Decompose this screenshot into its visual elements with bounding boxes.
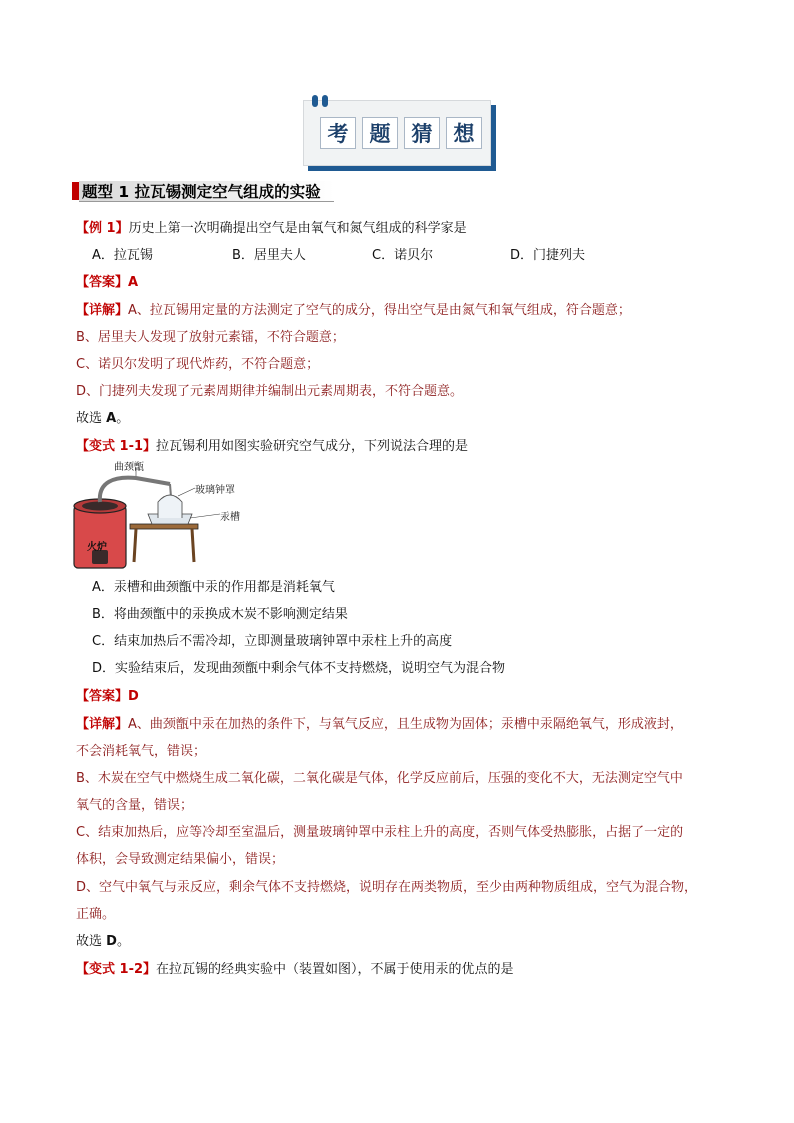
detail-line: C、诺贝尔发明了现代炸药，不符合题意； [76,357,320,372]
option-b: B．将曲颈甑中的汞换成木炭不影响测定结果 [92,607,348,622]
detail-line: 正确。 [76,907,116,922]
conclusion-line [76,933,130,951]
detail-line: B、居里夫人发现了放射元素镭，不符合题意； [76,330,345,345]
conclusion-text: 故选 [76,411,107,426]
detail-line [76,716,683,734]
conclusion-end: 。 [116,934,130,949]
answer-tag: 【答案】 [76,689,129,704]
detail-line: 不会消耗氧气，错误； [76,744,207,759]
question-stem [76,438,468,456]
banner-char: 题 [362,117,398,149]
detail-line: 体积，会导致测定结果偏小，错误； [76,852,285,867]
binder-pin-icon [312,95,318,107]
conclusion-letter: A [106,411,117,426]
banner-char: 考 [320,117,356,149]
binder-pin-icon [322,95,328,107]
detail-line: C、结束加热后，应等冷却至室温后，测量玻璃钟罩中汞柱上升的高度，否则气体受热膨胀，占据了一定的 [76,825,684,840]
question-text: 在拉瓦锡的经典实验中（装置如图），不属于使用汞的优点的是 [156,962,514,977]
answer-value: A [128,275,139,290]
option-a: A．拉瓦锡 [92,248,153,263]
question-text: 历史上第一次明确提出空气是由氧气和氮气组成的科学家是 [128,221,467,236]
answer-value: D [128,689,139,704]
question-stem [76,961,514,979]
answer-line [76,274,138,292]
question-stem [76,220,467,238]
conclusion-text: 故选 [76,934,107,949]
label-furnace: 火炉 [87,542,107,553]
conclusion-letter: D [106,934,117,949]
answer-tag: 【答案】 [76,275,129,290]
section-marker [72,182,79,200]
detail-tag: 【详解】 [76,303,129,318]
option-a: A．汞槽和曲颈甑中汞的作用都是消耗氧气 [92,580,335,595]
option-b: B．居里夫人 [232,248,306,263]
detail-line [76,302,631,320]
question-tag: 【变式 1-1】 [76,439,157,454]
detail-line: B、木炭在空气中燃烧生成二氧化碳，二氧化碳是气体，化学反应前后，压强的变化不大，无法测定空气中 [76,771,683,786]
conclusion-end: 。 [116,411,130,426]
option-c: C．结束加热后不需冷却，立即测量玻璃钟罩中汞柱上升的高度 [92,634,453,649]
question-text: 拉瓦锡利用如图实验研究空气成分，下列说法合理的是 [156,439,469,454]
conclusion-line [76,410,129,428]
question-tag: 【例 1】 [76,221,129,236]
detail-text: A、拉瓦锡用定量的方法测定了空气的成分，得出空气是由氮气和氧气组成，符合题意； [128,303,631,318]
detail-line: D、空气中氧气与汞反应，剩余气体不支持燃烧，说明存在两类物质，至少由两种物质组成，空气为混合物， [76,880,698,895]
label-bell-jar: 玻璃钟罩 [195,485,235,496]
option-d: D．实验结束后，发现曲颈甑中剩余气体不支持燃烧，说明空气为混合物 [92,661,506,676]
section-heading [72,180,334,202]
option-d: D．门捷列夫 [510,248,586,263]
banner-char: 猜 [404,117,440,149]
options-row [92,247,585,265]
title-banner [303,100,491,166]
detail-line: D、门捷列夫发现了元素周期律并编制出元素周期表，不符合题意。 [76,384,464,399]
label-flask: 曲颈甑 [114,462,144,473]
question-tag: 【变式 1-2】 [76,962,157,977]
detail-tag: 【详解】 [76,717,129,732]
banner-char: 想 [446,117,482,149]
section-title: 题型 1 拉瓦锡测定空气组成的实验 [82,183,321,201]
option-c: C．诺贝尔 [372,248,434,263]
detail-text: A、曲颈甑中汞在加热的条件下，与氧气反应，且生成物为固体；汞槽中汞隔绝氧气，形成液封， [128,717,683,732]
label-trough: 汞槽 [220,512,240,523]
answer-line [76,688,139,706]
detail-line: 氧气的含量，错误； [76,798,194,813]
